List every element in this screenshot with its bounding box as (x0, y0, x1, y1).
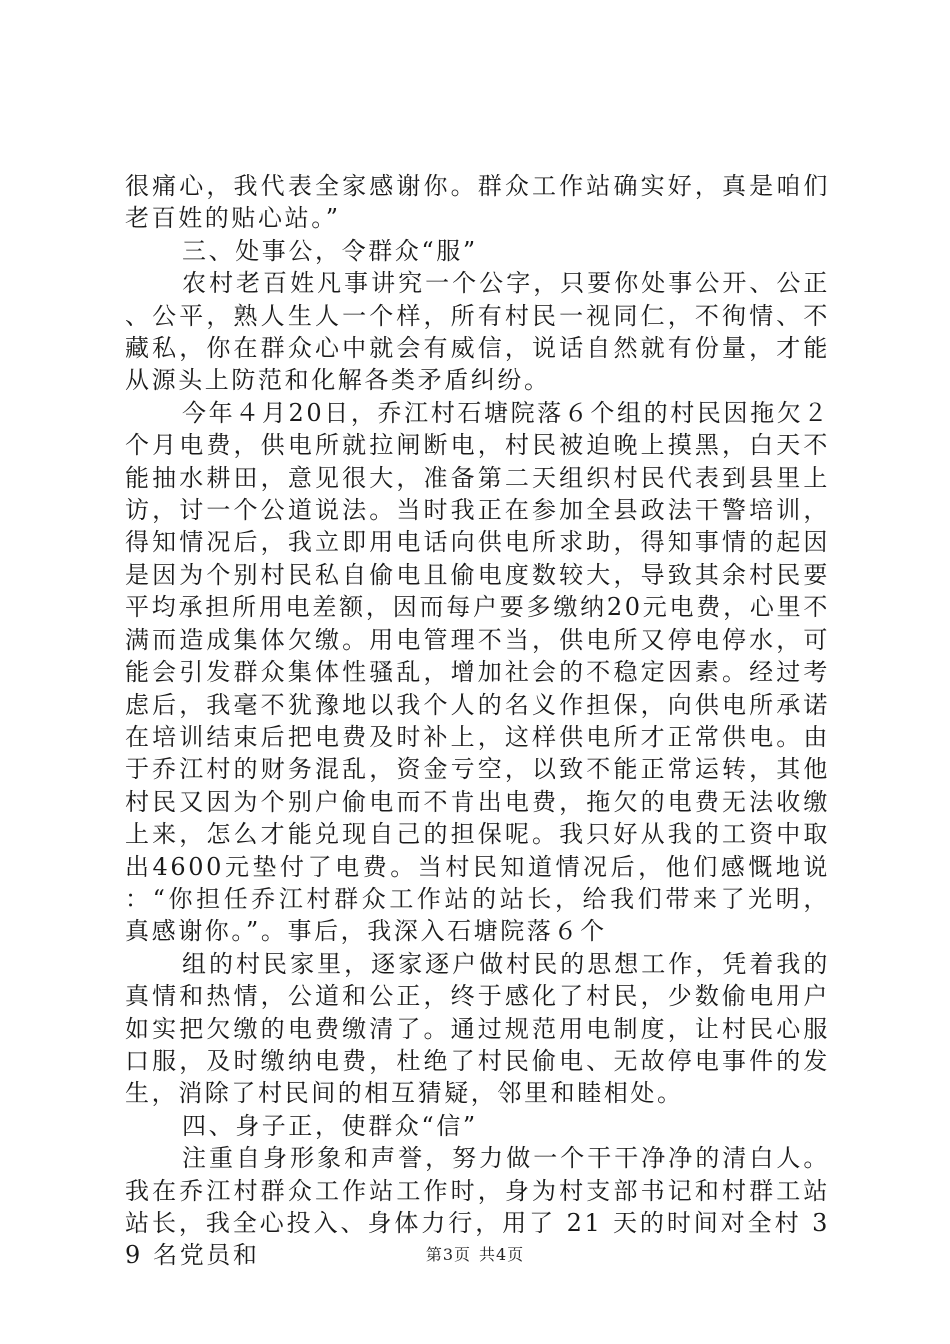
section-heading-three: 三、处事公，令群众“服” (182, 236, 478, 265)
page-number: 第3页 (425, 1245, 471, 1264)
document-body (125, 170, 830, 1272)
page-footer (0, 1242, 950, 1265)
paragraph: 组的村民家里，逐家逐户做村民的思想工作，凭着我的真情和热情，公道和公正，终于感化了村民，少数偷电用户如实把欠缴的电费缴清了。通过规范用电制度，让村民心服口服，及时缴纳电费，杜绝了村民偷电、无故停电事件的发生，消除了村民间的相互猜疑，邻里和睦相处。 (125, 949, 830, 1108)
paragraph-continuation: 很痛心，我代表全家感谢你。群众工作站确实好，真是咱们老百姓的贴心站。” (125, 172, 830, 233)
paragraph: 注重自身形象和声誉，努力做一个干干净净的清白人。我在乔江村群众工作站工作时，身为村支部书记和村群工站站长，我全心投入、身体力行，用了 21 天的时间对全村 39 名党员和 (125, 1144, 830, 1270)
paragraph: 农村老百姓凡事讲究一个公字，只要你处事公开、公正、公平，熟人生人一个样，所有村民一视同仁，不徇情、不藏私，你在群众心中就会有威信，说话自然就有份量，才能从源头上防范和化解各类矛盾纠纷。 (125, 269, 830, 395)
paragraph: 今年４月20日，乔江村石塘院落６个组的村民因拖欠２个月电费，供电所就拉闸断电，村民被迫晚上摸黑，白天不能抽水耕田，意见很大，准备第二天组织村民代表到县里上访，讨一个公道说法。当时我正在参加全县政法干警培训，得知情况后，我立即用电话向供电所求助，得知事情的起因是因为个别村民私自偷电且偷电度数较大，导致其余村民要平均承担所用电差额，因而每户要多缴纳20元电费，心里不满而造成集体欠缴。用电管理不当，供电所又停电停水，可能会引发群众集体性骚乱，增加社会的不稳定因素。经过考虑后，我毫不犹豫地以我个人的名义作担保，向供电所承诺在培训结束后把电费及时补上，这样供电所才正常供电。由于乔江村的财务混乱，资金亏空，以致不能正常运转，其他村民又因为个别户偷电而不肯出电费，拖欠的电费无法收缴上来，怎么才能兑现自己的担保呢。我只好从我的工资中取出4600元垫付了电费。当村民知道情况后，他们感慨地说：“你担任乔江村群众工作站的站长，给我们带来了光明，真感谢你。”。事后，我深入石塘院落６个 (125, 398, 830, 946)
section-heading-four: 四、身子正，使群众“信” (182, 1111, 478, 1140)
page-total: 共4页 (479, 1245, 525, 1264)
